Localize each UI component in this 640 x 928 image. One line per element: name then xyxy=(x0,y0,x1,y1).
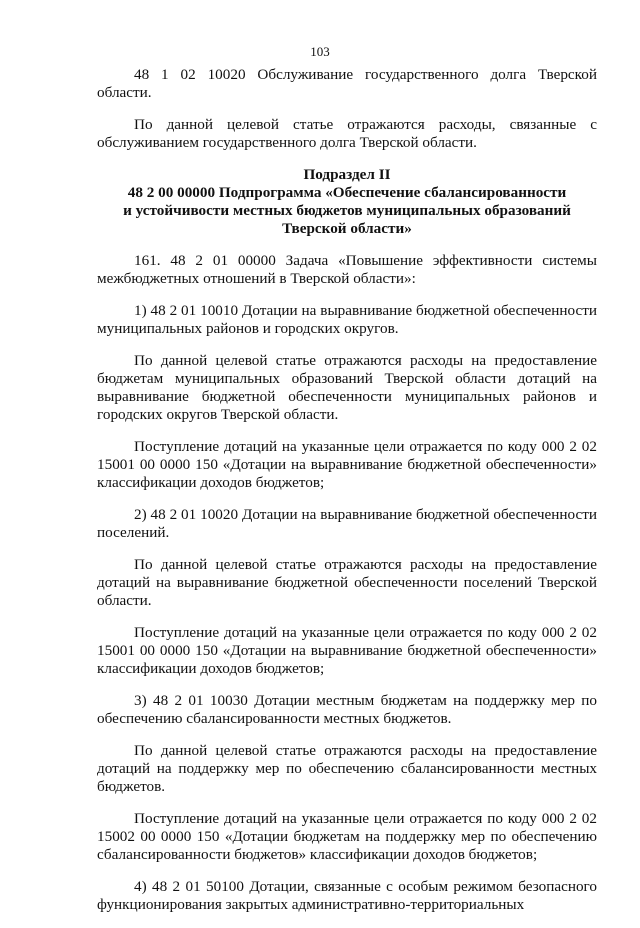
heading-line: Подраздел II xyxy=(303,166,391,183)
paragraph: 1) 48 2 01 10010 Дотации на выравнивание бюджетной обеспеченности муниципальных районов и городских округов. xyxy=(97,302,597,337)
paragraph: 4) 48 2 01 50100 Дотации, связанные с особым режимом безопасного функционирования закрытых административно-территориальных xyxy=(97,878,597,913)
paragraph: По данной целевой статье отражаются расходы, связанные с обслуживанием государственного долга Тверской области. xyxy=(97,116,597,151)
paragraph: По данной целевой статье отражаются расходы на предоставление дотаций на поддержку мер по обеспечению сбалансированности местных бюджетов. xyxy=(97,742,597,795)
page-number: 103 xyxy=(310,44,330,59)
paragraph: 2) 48 2 01 10020 Дотации на выравнивание бюджетной обеспеченности поселений. xyxy=(97,506,597,541)
document-body xyxy=(97,66,597,928)
paragraph: По данной целевой статье отражаются расходы на предоставление дотаций на выравнивание бюджетной обеспеченности поселений Тверской области. xyxy=(97,556,597,609)
paragraph: Поступление дотаций на указанные цели отражается по коду 000 2 02 15002 00 0000 150 «Дотации бюджетам на поддержку мер по обеспечению сбалансированности бюджетов» классификации доходов бюджетов; xyxy=(97,810,597,863)
heading-line: Тверской области» xyxy=(282,220,412,237)
paragraph: 3) 48 2 01 10030 Дотации местным бюджетам на поддержку мер по обеспечению сбалансированности местных бюджетов. xyxy=(97,692,597,727)
paragraph: Поступление дотаций на указанные цели отражается по коду 000 2 02 15001 00 0000 150 «Дотации на выравнивание бюджетной обеспеченности» классификации доходов бюджетов; xyxy=(97,624,597,677)
paragraph: По данной целевой статье отражаются расходы на предоставление бюджетам муниципальных образований Тверской области дотаций на выравнивание бюджетной обеспеченности муниципальных районов и городских округов Тверской области. xyxy=(97,352,597,423)
section-heading xyxy=(97,166,597,238)
paragraph: 161. 48 2 01 00000 Задача «Повышение эффективности системы межбюджетных отношений в Тверской области»: xyxy=(97,252,597,287)
paragraph: 48 1 02 10020 Обслуживание государственного долга Тверской области. xyxy=(97,66,597,101)
heading-line: 48 2 00 00000 Подпрограмма «Обеспечение сбалансированности xyxy=(127,184,567,201)
heading-line: и устойчивости местных бюджетов муниципальных образований xyxy=(123,202,571,219)
paragraph: Поступление дотаций на указанные цели отражается по коду 000 2 02 15001 00 0000 150 «Дотации на выравнивание бюджетной обеспеченности» классификации доходов бюджетов; xyxy=(97,438,597,491)
